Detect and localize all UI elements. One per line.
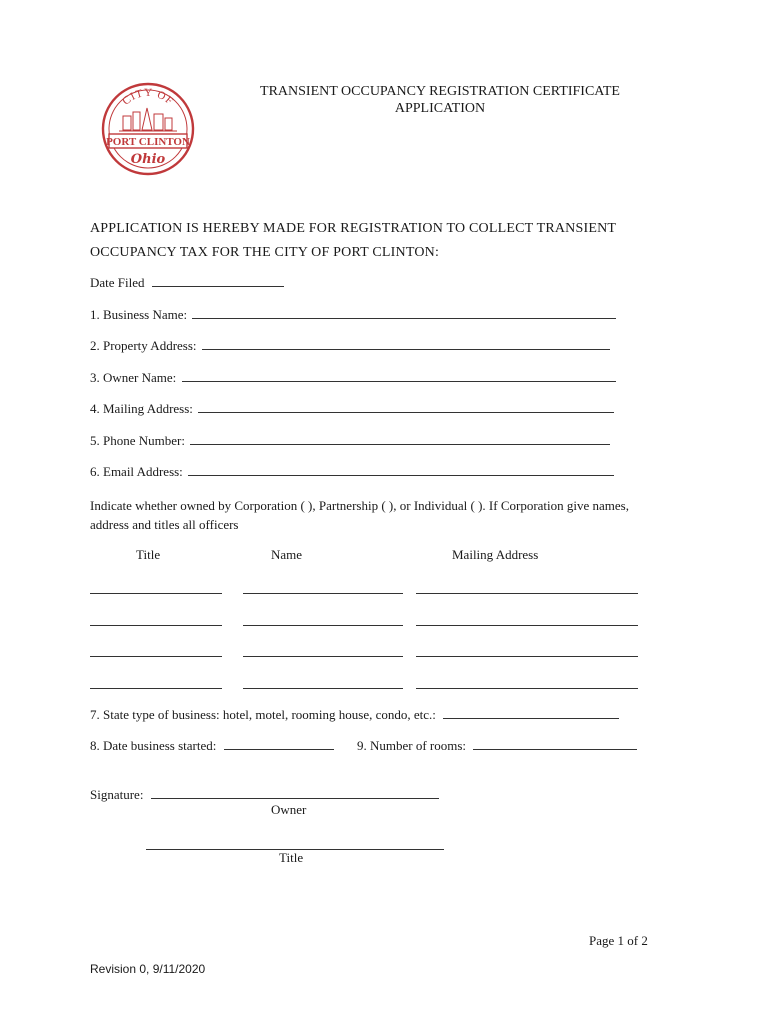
seal-top-text: CITY OF bbox=[120, 86, 176, 108]
officer-name-line[interactable] bbox=[243, 656, 403, 657]
mailing-address-line[interactable] bbox=[198, 401, 614, 413]
ownership-line-1: Indicate whether owned by Corporation ( ), Partnership ( ), or Individual ( ). If Corporation give names, bbox=[90, 498, 629, 513]
owner-name-label: 3. Owner Name: bbox=[90, 370, 177, 385]
date-filed-field bbox=[90, 275, 284, 291]
officer-title-line[interactable] bbox=[90, 688, 222, 689]
officer-name-line[interactable] bbox=[243, 625, 403, 626]
mailing-address-label: 4. Mailing Address: bbox=[90, 401, 193, 416]
number-of-rooms-line[interactable] bbox=[473, 738, 637, 750]
page-number: Page 1 of 2 bbox=[589, 933, 648, 948]
number-of-rooms-field bbox=[357, 738, 637, 754]
owner-name-line[interactable] bbox=[182, 370, 616, 382]
signature-label: Signature: bbox=[90, 787, 144, 802]
ownership-instructions bbox=[90, 496, 629, 534]
intro-line-1: APPLICATION IS HEREBY MADE FOR REGISTRATION TO COLLECT TRANSIENT bbox=[90, 221, 617, 236]
officer-name-line[interactable] bbox=[243, 593, 403, 594]
city-seal-logo bbox=[101, 82, 195, 176]
officer-mailing-line[interactable] bbox=[416, 688, 638, 689]
business-type-field bbox=[90, 707, 619, 723]
date-started-field bbox=[90, 738, 334, 754]
date-filed-line[interactable] bbox=[152, 275, 284, 287]
col-header-mailing-address: Mailing Address bbox=[452, 547, 539, 562]
owner-caption: Owner bbox=[271, 802, 307, 817]
officer-mailing-line[interactable] bbox=[416, 593, 638, 594]
officer-title-line[interactable] bbox=[90, 593, 222, 594]
officer-mailing-line[interactable] bbox=[416, 656, 638, 657]
col-header-title: Title bbox=[136, 547, 161, 562]
title-line-2: APPLICATION bbox=[394, 101, 486, 116]
owner-name-field bbox=[90, 370, 616, 386]
phone-number-line[interactable] bbox=[190, 433, 610, 445]
title-caption: Title bbox=[279, 850, 304, 865]
property-address-line[interactable] bbox=[202, 338, 610, 350]
seal-banner-text: PORT CLINTON bbox=[106, 136, 190, 148]
svg-text:CITY OF bbox=[120, 87, 176, 108]
ownership-line-2: address and titles all officers bbox=[90, 517, 239, 532]
date-filed-label: Date Filed bbox=[90, 275, 145, 290]
business-name-label: 1. Business Name: bbox=[90, 307, 188, 322]
document-title bbox=[232, 83, 648, 117]
mailing-address-field bbox=[90, 401, 614, 417]
col-header-name: Name bbox=[271, 547, 303, 562]
officer-mailing-line[interactable] bbox=[416, 625, 638, 626]
business-type-label: 7. State type of business: hotel, motel, rooming house, condo, etc.: bbox=[90, 707, 436, 722]
date-started-line[interactable] bbox=[224, 738, 334, 750]
intro-heading bbox=[90, 217, 616, 265]
intro-line-2: OCCUPANCY TAX FOR THE CITY OF PORT CLINTON: bbox=[90, 245, 440, 260]
business-type-line[interactable] bbox=[443, 707, 619, 719]
phone-number-label: 5. Phone Number: bbox=[90, 433, 185, 448]
title-line-1: TRANSIENT OCCUPANCY REGISTRATION CERTIFICATE bbox=[260, 84, 620, 99]
signature-line[interactable] bbox=[151, 787, 439, 799]
revision-footer: Revision 0, 9/11/2020 bbox=[90, 962, 206, 976]
email-address-line[interactable] bbox=[188, 464, 614, 476]
seal-script-text: Ohio bbox=[130, 152, 166, 167]
property-address-label: 2. Property Address: bbox=[90, 338, 197, 353]
number-of-rooms-label: 9. Number of rooms: bbox=[357, 738, 467, 753]
property-address-field bbox=[90, 338, 610, 354]
officer-title-line[interactable] bbox=[90, 656, 222, 657]
officer-name-line[interactable] bbox=[243, 688, 403, 689]
phone-number-field bbox=[90, 433, 610, 449]
date-started-label: 8. Date business started: bbox=[90, 738, 217, 753]
email-address-label: 6. Email Address: bbox=[90, 464, 183, 479]
email-address-field bbox=[90, 464, 614, 480]
business-name-line[interactable] bbox=[192, 307, 616, 319]
business-name-field bbox=[90, 307, 616, 323]
officer-title-line[interactable] bbox=[90, 625, 222, 626]
signature-field bbox=[90, 787, 439, 803]
